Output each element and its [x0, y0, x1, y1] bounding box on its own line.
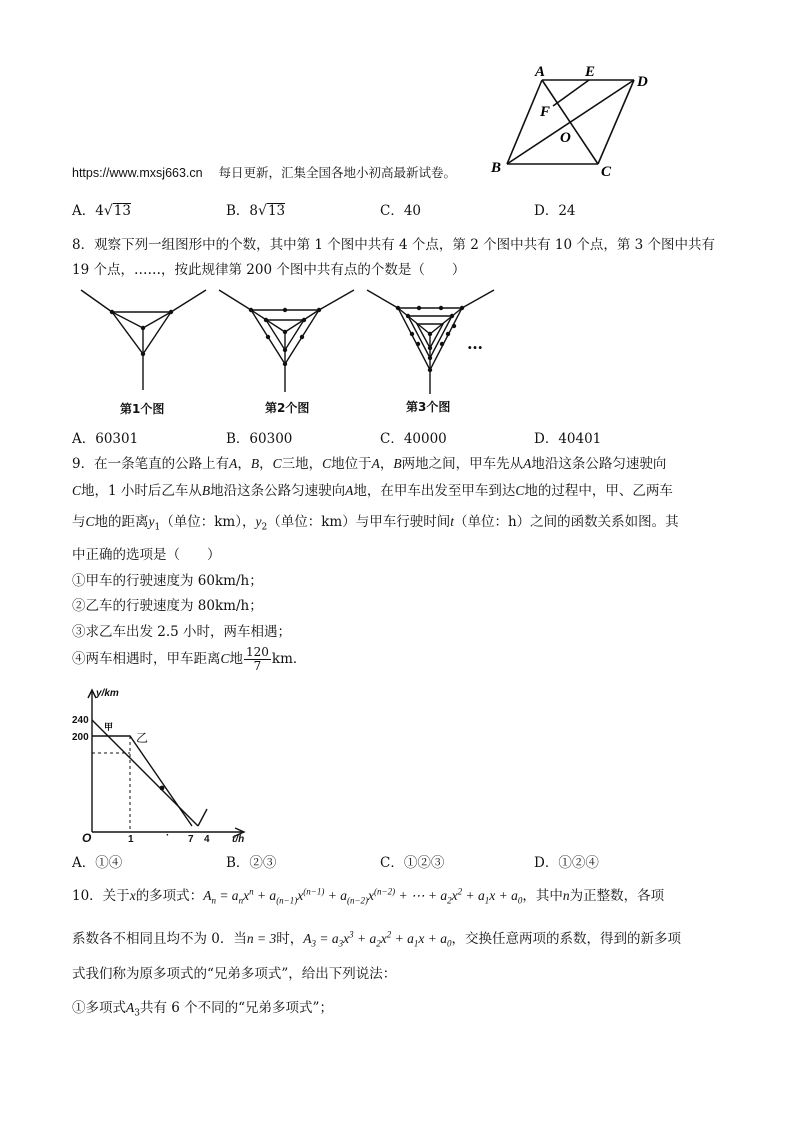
q7-option-d: D．24 [534, 203, 576, 219]
q8-caption-3: 第3个图 [406, 400, 451, 414]
q9-graph [70, 684, 255, 844]
q9-series-jia: 甲 [104, 722, 114, 732]
q9-ylabel: y/km [96, 688, 119, 699]
q9-ytick-200: 200 [72, 732, 89, 743]
label-A: A [535, 64, 546, 80]
q10-statement-1: ①多项式$A_3$共有 6 个不同的“兄弟多项式”； [72, 1000, 333, 1019]
q9-line2: C地，1 小时后乙车从B地沿这条公路匀速驶向A地，在甲车出发至甲车到达C地的过程中，甲、乙两车 [72, 483, 673, 499]
q8-option-b: B．60300 [226, 431, 293, 447]
q8-line1: 8．观察下列一组图形中的个数，其中第 1 个图中共有 4 个点，第 2 个图中共有 10 个点，第 3 个图中共有 [72, 237, 716, 253]
q9-option-d: D．①②④ [534, 855, 599, 871]
q9-option-c: C．①②③ [380, 855, 445, 871]
label-B: B [491, 160, 502, 176]
label-E: E [585, 64, 596, 80]
q9-statement-2: ②乙车的行驶速度为 80km/h； [72, 598, 263, 614]
q8-caption-2: 第2个图 [265, 401, 310, 415]
label-F: F [540, 104, 551, 120]
q10-line3: 式我们称为原多项式的“兄弟多项式”，给出下列说法： [72, 966, 397, 982]
q9-line3: 与C地的距离$y_1$（单位：km），$y_2$（单位：km）与甲车行驶时间t（单位：h）之间的函数关系如图。其 [72, 514, 679, 533]
q9-option-a: A．①④ [72, 855, 123, 871]
q9-line4: 中正确的选项是（ ） [72, 547, 221, 563]
q9-option-b: B．②③ [226, 855, 277, 871]
source-tagline: 每日更新，汇集全国各地小初高最新试卷。 [218, 165, 457, 180]
q9-origin: O [82, 831, 92, 844]
parallelogram-figure [485, 60, 660, 185]
q10-line1: 10．关于x的多项式：$A_n = a_nx^n + a_{(n-1)}x^{(n-1)} + a_{(n-2)}x^{(n-2)}$ + ⋯ + $a_2x^2 + a_1x + a_0$，其中n为正整数，各项 [72, 886, 665, 906]
q9-ytick-240: 240 [72, 715, 89, 726]
label-D: D [637, 74, 648, 90]
q10-formula-An: $A_n = a_nx^n + a_{(n-1)}x^{(n-1)} + a_{(n-2)}x^{(n-2)}$ + ⋯ + $a_2x^2 + a_1x + a_0$ [203, 886, 523, 906]
q8-option-d: D．40401 [534, 431, 602, 447]
q10-formula-A3: $A_3 = a_3x^3 + a_2x^2 + a_1x + a_0$ [303, 929, 452, 949]
source-url: https://www.mxsj663.cn [72, 166, 203, 180]
q7-option-a: A．4√13 [72, 203, 131, 219]
q9-statement-4: ④两车相遇时，甲车距离C地 $\frac{120}{7}$ km． [72, 644, 307, 673]
q9-x-dot: · [166, 830, 170, 841]
q8-option-c: C．40000 [380, 431, 447, 447]
q9-xtick-7: 7 [188, 834, 194, 844]
q9-statement-1: ①甲车的行驶速度为 60km/h； [72, 573, 263, 589]
q9-xlabel: t/h [232, 834, 245, 844]
q9-statement-3: ③求乙车出发 2.5 小时，两车相遇； [72, 624, 292, 640]
q10-line2: 系数各不相同且均不为 0．当n = 3时，$A_3 = a_3x^3 + a_2x^2 + a_1x + a_0$，交换任意两项的系数，得到的新多项 [72, 929, 681, 949]
q8-caption-1: 第1个图 [120, 402, 165, 416]
q9-intersection-point [160, 786, 165, 791]
label-O: O [560, 130, 571, 146]
q9-xtick-4: 4 [204, 834, 210, 844]
q9-xtick-1: 1 [128, 834, 134, 844]
label-C: C [601, 164, 612, 180]
q8-option-a: A．60301 [72, 431, 139, 447]
q7-option-b: B．8√13 [226, 203, 286, 219]
q9-line1: 9．在一条笔直的公路上有A，B，C三地，C地位于A，B两地之间，甲车先从A地沿这条公路匀速驶向 [72, 456, 667, 472]
header-line [72, 163, 456, 181]
q7-option-c: C．40 [380, 203, 422, 219]
q9-series-yi: 乙 [136, 731, 149, 745]
q8-line2: 19 个点，……，按此规律第 200 个图中共有点的个数是（ ） [72, 262, 466, 278]
q8-ellipsis: … [467, 334, 483, 353]
